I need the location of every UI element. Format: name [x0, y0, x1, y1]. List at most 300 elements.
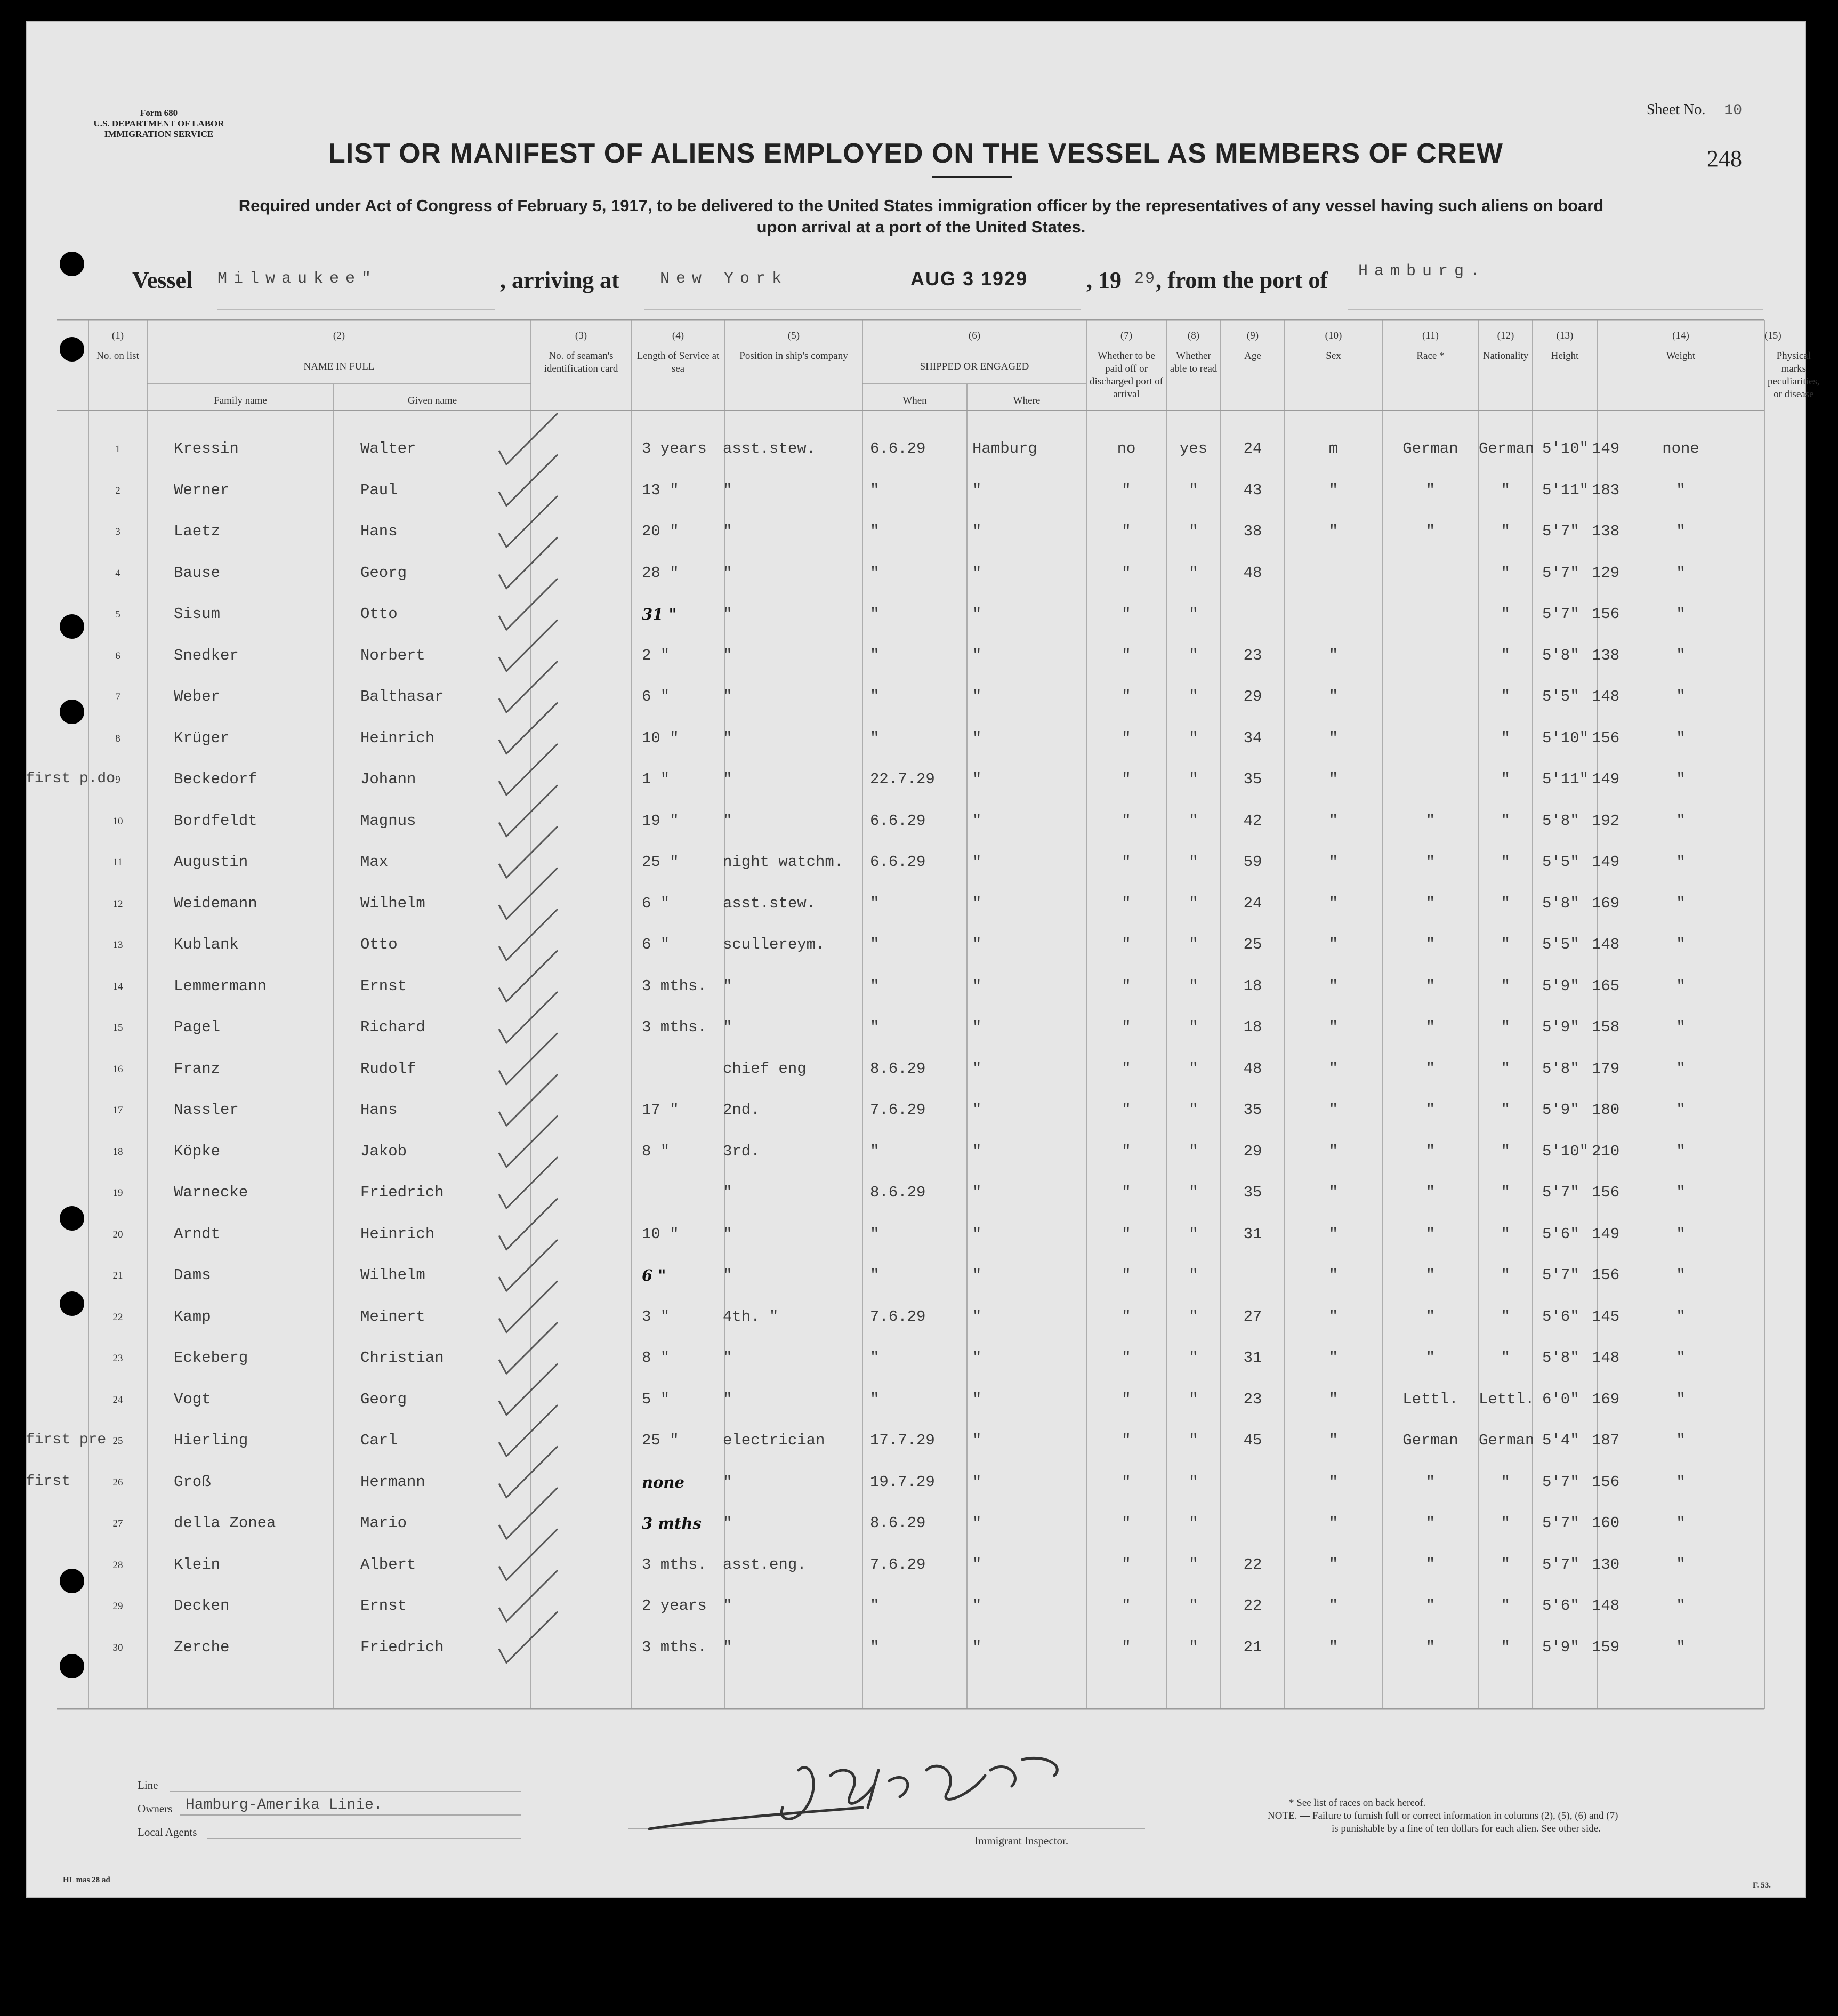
- cell-marks: ": [1676, 1184, 1686, 1201]
- cell-weight: 156: [1592, 1473, 1620, 1491]
- cell-position: ": [723, 1390, 732, 1408]
- column-number: (9): [1246, 330, 1259, 341]
- cell-sex: ": [1328, 1638, 1339, 1656]
- cell-service: 2 years: [642, 1597, 707, 1615]
- cell-service: 6 ": [642, 936, 670, 953]
- cell-family: Arndt: [174, 1225, 221, 1243]
- cell-service: 25 ": [642, 1432, 679, 1449]
- column-header: Whether to be paid off or discharged port of arrival: [1090, 350, 1163, 400]
- cell-nationality: ": [1501, 1142, 1511, 1160]
- cell-read: ": [1189, 894, 1198, 912]
- cell-where: ": [972, 729, 982, 747]
- cell-service: 5 ": [642, 1390, 670, 1408]
- cell-when: ": [870, 1266, 880, 1284]
- cell-where: ": [972, 1059, 982, 1078]
- column-header: NAME IN FULL: [303, 361, 375, 372]
- cell-paid: ": [1122, 1225, 1131, 1243]
- cell-family: Eckeberg: [174, 1349, 248, 1367]
- cell-nationality: ": [1501, 729, 1511, 747]
- cell-read: ": [1189, 564, 1198, 582]
- cell-read: ": [1189, 1101, 1198, 1119]
- cell-when: ": [870, 688, 880, 705]
- cell-race: ": [1425, 1018, 1436, 1036]
- owners-label: Owners: [138, 1802, 173, 1815]
- cell-paid: ": [1122, 1349, 1131, 1367]
- cell-read: ": [1189, 1638, 1198, 1656]
- cell-nationality: ": [1501, 853, 1511, 871]
- cell-weight: 138: [1592, 523, 1620, 540]
- cell-family: Weidemann: [174, 894, 257, 912]
- cell-paid: ": [1122, 1390, 1131, 1408]
- cell-given: Johann: [360, 770, 416, 788]
- cell-race: ": [1425, 1266, 1436, 1284]
- cell-age: 45: [1243, 1432, 1262, 1449]
- cell-given: Georg: [360, 1390, 407, 1408]
- page-number: 248: [1707, 146, 1742, 172]
- column-number: (2): [333, 330, 345, 341]
- cell-weight: 149: [1592, 440, 1620, 457]
- cell-age: 21: [1243, 1638, 1262, 1656]
- service-name: IMMIGRATION SERVICE: [104, 129, 214, 139]
- cell-service: 3 mths.: [642, 1018, 707, 1036]
- column-header: Physical marks peculiarities, or disease: [1768, 350, 1820, 400]
- cell-nationality: ": [1501, 688, 1511, 705]
- cell-where: ": [972, 894, 982, 912]
- cell-given: Georg: [360, 564, 407, 582]
- row-number: 10: [112, 815, 123, 827]
- row-number: 27: [112, 1518, 123, 1529]
- row-number: 2: [115, 485, 120, 496]
- cell-weight: 192: [1592, 812, 1620, 830]
- cell-where: ": [972, 1101, 982, 1119]
- cell-service: 10 ": [642, 729, 679, 747]
- cell-when: 19.7.29: [870, 1473, 935, 1491]
- cell-where: ": [972, 1432, 982, 1449]
- cell-family: Sisum: [174, 605, 221, 623]
- cell-weight: 187: [1592, 1432, 1620, 1449]
- cell-where: ": [972, 481, 982, 499]
- column-number: (15): [1764, 330, 1781, 341]
- cell-sex: ": [1328, 977, 1339, 995]
- cell-race: ": [1425, 1555, 1436, 1573]
- penalty-note: NOTE. — Failure to furnish full or correct information in columns (2), (5), (6) and (7): [1268, 1810, 1618, 1821]
- cell-when: 22.7.29: [870, 770, 935, 788]
- cell-marks: ": [1676, 812, 1686, 830]
- cell-weight: 148: [1592, 688, 1620, 705]
- cell-family: Decken: [174, 1597, 230, 1615]
- cell-position: ": [723, 1266, 732, 1284]
- cell-weight: 156: [1592, 605, 1620, 623]
- cell-marks: ": [1676, 1142, 1686, 1160]
- cell-nationality: ": [1501, 936, 1511, 953]
- column-number: (11): [1422, 330, 1439, 341]
- row-number: 28: [112, 1559, 123, 1571]
- row-number: 18: [112, 1146, 123, 1158]
- cell-given: Hermann: [360, 1473, 425, 1491]
- cell-when: 6.6.29: [870, 853, 926, 871]
- cell-nationality: ": [1501, 1638, 1511, 1656]
- cell-race: German: [1402, 440, 1458, 457]
- cell-read: ": [1189, 1184, 1198, 1201]
- cell-read: ": [1189, 1018, 1198, 1036]
- column-subheader: When: [902, 395, 927, 406]
- cell-where: ": [972, 770, 982, 788]
- cell-nationality: ": [1501, 977, 1511, 995]
- column-header: Nationality: [1482, 350, 1529, 362]
- cell-age: 18: [1243, 1018, 1262, 1036]
- footer-rules: [26, 21, 1806, 1898]
- row-number: 29: [112, 1601, 123, 1612]
- cell-height: 5'6": [1542, 1597, 1579, 1615]
- from-port-label: , from the port of: [1156, 267, 1328, 293]
- cell-height: 5'7": [1542, 523, 1579, 540]
- cell-family: Krüger: [174, 729, 230, 747]
- cell-where: ": [972, 1266, 982, 1284]
- cell-where: ": [972, 1142, 982, 1160]
- column-number: (6): [968, 330, 981, 341]
- cell-age: 43: [1243, 481, 1262, 499]
- cell-race: ": [1425, 1638, 1436, 1656]
- cell-family: Weber: [174, 688, 221, 705]
- cell-race: ": [1425, 1514, 1436, 1532]
- row-number: 17: [112, 1105, 123, 1116]
- cell-family: Pagel: [174, 1018, 221, 1036]
- cell-position: asst.stew.: [723, 894, 816, 912]
- cell-read: ": [1189, 605, 1198, 623]
- cell-marks: ": [1676, 1432, 1686, 1449]
- cell-where: ": [972, 688, 982, 705]
- cell-marks: ": [1676, 646, 1686, 664]
- cell-marks: ": [1676, 1101, 1686, 1119]
- cell-read: ": [1189, 1514, 1198, 1532]
- cell-marks: ": [1676, 853, 1686, 871]
- cell-given: Heinrich: [360, 729, 435, 747]
- cell-weight: 130: [1592, 1555, 1620, 1573]
- cell-age: 59: [1243, 853, 1262, 871]
- cell-sex: ": [1328, 936, 1339, 953]
- cell-marks: ": [1676, 894, 1686, 912]
- cell-age: 42: [1243, 812, 1262, 830]
- cell-paid: ": [1122, 1555, 1131, 1573]
- local-agents-label: Local Agents: [138, 1826, 197, 1838]
- cell-given: Hans: [360, 523, 398, 540]
- cell-marks: ": [1676, 1555, 1686, 1573]
- cell-height: 5'10": [1542, 729, 1589, 747]
- cell-position: 3rd.: [723, 1142, 760, 1160]
- cell-read: yes: [1179, 440, 1208, 457]
- cell-marks: ": [1676, 1018, 1686, 1036]
- cell-height: 5'8": [1542, 646, 1579, 664]
- cell-marks: ": [1676, 1059, 1686, 1078]
- cell-height: 5'11": [1542, 770, 1589, 788]
- cell-where: ": [972, 1307, 982, 1326]
- cell-sex: ": [1328, 1349, 1339, 1367]
- cell-age: 48: [1243, 1059, 1262, 1078]
- cell-position: ": [723, 1514, 732, 1532]
- cell-nationality: German: [1479, 1432, 1535, 1449]
- cell-when: 7.6.29: [870, 1307, 926, 1326]
- cell-position: electrician: [723, 1432, 825, 1449]
- cell-marks: ": [1676, 564, 1686, 582]
- cell-paid: ": [1122, 564, 1131, 582]
- cell-nationality: ": [1501, 1473, 1511, 1491]
- cell-read: ": [1189, 1059, 1198, 1078]
- cell-weight: 183: [1592, 481, 1620, 499]
- department-name: U.S. DEPARTMENT OF LABOR: [93, 118, 224, 128]
- cell-marks: ": [1676, 1307, 1686, 1326]
- row-number: 5: [115, 609, 120, 620]
- cell-nationality: ": [1501, 605, 1511, 623]
- cell-given: Jakob: [360, 1142, 407, 1160]
- cell-when: 6.6.29: [870, 812, 926, 830]
- cell-weight: 148: [1592, 1597, 1620, 1615]
- margin-note: first: [26, 1473, 71, 1490]
- row-number: 9: [115, 774, 120, 785]
- cell-read: ": [1189, 977, 1198, 995]
- cell-paid: ": [1122, 523, 1131, 540]
- cell-given: Hans: [360, 1101, 398, 1119]
- cell-position: ": [723, 1473, 732, 1491]
- cell-service: 31 ": [642, 605, 677, 623]
- cell-position: ": [723, 481, 732, 499]
- cell-race: ": [1425, 977, 1436, 995]
- cell-paid: ": [1122, 1266, 1131, 1284]
- cell-family: Lemmermann: [174, 977, 267, 995]
- cell-family: Werner: [174, 481, 230, 499]
- cell-height: 5'5": [1542, 936, 1579, 953]
- cell-marks: ": [1676, 1390, 1686, 1408]
- cell-when: 8.6.29: [870, 1184, 926, 1201]
- column-subheader: Given name: [407, 395, 457, 406]
- row-number: 7: [115, 692, 120, 703]
- cell-height: 5'4": [1542, 1432, 1579, 1449]
- cell-given: Ernst: [360, 977, 407, 995]
- cell-race: ": [1425, 523, 1436, 540]
- cell-height: 6'0": [1542, 1390, 1579, 1408]
- cell-height: 5'7": [1542, 1266, 1579, 1284]
- cell-sex: ": [1328, 894, 1339, 912]
- cell-family: Laetz: [174, 523, 221, 540]
- cell-height: 5'7": [1542, 1184, 1579, 1201]
- cell-where: ": [972, 1555, 982, 1573]
- cell-given: Heinrich: [360, 1225, 435, 1243]
- cell-weight: 156: [1592, 1184, 1620, 1201]
- cell-read: ": [1189, 1225, 1198, 1243]
- vessel-label: Vessel: [132, 267, 193, 293]
- cell-nationality: ": [1501, 564, 1511, 582]
- cell-service: 8 ": [642, 1349, 670, 1367]
- cell-sex: ": [1328, 1018, 1339, 1036]
- cell-read: ": [1189, 1349, 1198, 1367]
- row-number: 23: [112, 1353, 123, 1364]
- cell-paid: ": [1122, 1142, 1131, 1160]
- cell-nationality: ": [1501, 523, 1511, 540]
- cell-race: ": [1425, 812, 1436, 830]
- cell-weight: 180: [1592, 1101, 1620, 1119]
- row-number: 15: [112, 1022, 123, 1033]
- row-number: 21: [112, 1270, 123, 1281]
- cell-given: Christian: [360, 1349, 444, 1367]
- cell-service: 10 ": [642, 1225, 679, 1243]
- document-title: LIST OR MANIFEST OF ALIENS EMPLOYED ON THE VESSEL AS MEMBERS OF CREW: [328, 138, 1503, 169]
- column-number: (3): [575, 330, 587, 341]
- cell-weight: 165: [1592, 977, 1620, 995]
- cell-when: 8.6.29: [870, 1514, 926, 1532]
- cell-position: 2nd.: [723, 1101, 760, 1119]
- cell-given: Carl: [360, 1432, 398, 1449]
- cell-weight: 149: [1592, 1225, 1620, 1243]
- cell-when: ": [870, 1597, 880, 1615]
- cell-nationality: ": [1501, 812, 1511, 830]
- subtitle-line-1: Required under Act of Congress of February 5, 1917, to be delivered to the United States immigration officer by the representatives of any vessel having such aliens on board: [238, 196, 1604, 215]
- cell-race: ": [1425, 1101, 1436, 1119]
- cell-read: ": [1189, 1142, 1198, 1160]
- cell-marks: ": [1676, 1473, 1686, 1491]
- cell-height: 5'7": [1542, 1555, 1579, 1573]
- cell-family: Klein: [174, 1555, 221, 1573]
- cell-sex: ": [1328, 481, 1339, 499]
- column-number: (8): [1187, 330, 1200, 341]
- cell-service: 3 years: [642, 440, 707, 457]
- arrival-date-stamp: AUG 3 1929: [910, 268, 1028, 290]
- cell-service: 3 mths.: [642, 977, 707, 995]
- cell-when: ": [870, 936, 880, 953]
- row-number: 16: [112, 1063, 123, 1075]
- cell-when: ": [870, 1349, 880, 1367]
- row-number: 24: [112, 1394, 123, 1405]
- cell-position: ": [723, 646, 732, 664]
- cell-weight: 159: [1592, 1638, 1620, 1656]
- cell-position: scullereym.: [723, 936, 825, 953]
- cell-marks: ": [1676, 977, 1686, 995]
- cell-paid: ": [1122, 936, 1131, 953]
- cell-read: ": [1189, 1390, 1198, 1408]
- row-number: 8: [115, 733, 120, 744]
- cell-nationality: Lettl.: [1479, 1390, 1535, 1408]
- cell-paid: ": [1122, 1473, 1131, 1491]
- cell-given: Otto: [360, 936, 398, 953]
- cell-when: ": [870, 1225, 880, 1243]
- cell-given: Magnus: [360, 812, 416, 830]
- cell-given: Wilhelm: [360, 1266, 425, 1284]
- cell-weight: 169: [1592, 1390, 1620, 1408]
- cell-position: ": [723, 1349, 732, 1367]
- penalty-note-cont: is punishable by a fine of ten dollars for each alien. See other side.: [1332, 1823, 1601, 1834]
- cell-age: 24: [1243, 894, 1262, 912]
- cell-race: ": [1425, 894, 1436, 912]
- cell-nationality: ": [1501, 1555, 1511, 1573]
- cell-marks: none: [1662, 440, 1699, 457]
- cell-read: ": [1189, 1307, 1198, 1326]
- row-number: 30: [112, 1642, 123, 1653]
- cell-position: ": [723, 770, 732, 788]
- cell-read: ": [1189, 1473, 1198, 1491]
- cell-when: 7.6.29: [870, 1555, 926, 1573]
- cell-read: ": [1189, 523, 1198, 540]
- sheet-number: 10: [1724, 102, 1742, 119]
- subtitle-line-2: upon arrival at a port of the United States.: [756, 218, 1086, 236]
- cell-weight: 145: [1592, 1307, 1620, 1326]
- cell-nationality: ": [1501, 1349, 1511, 1367]
- cell-marks: ": [1676, 1597, 1686, 1615]
- cell-marks: ": [1676, 1225, 1686, 1243]
- cell-height: 5'8": [1542, 1059, 1579, 1078]
- cell-sex: ": [1328, 1555, 1339, 1573]
- cell-marks: ": [1676, 605, 1686, 623]
- cell-age: 18: [1243, 977, 1262, 995]
- cell-position: chief eng: [723, 1059, 807, 1078]
- cell-when: ": [870, 977, 880, 995]
- cell-where: ": [972, 1225, 982, 1243]
- cell-marks: ": [1676, 1266, 1686, 1284]
- cell-weight: 160: [1592, 1514, 1620, 1532]
- cell-family: Zerche: [174, 1638, 230, 1656]
- column-header: No. of seaman's identification card: [544, 350, 618, 374]
- cell-marks: ": [1676, 481, 1686, 499]
- cell-race: ": [1425, 1142, 1436, 1160]
- cell-nationality: ": [1501, 770, 1511, 788]
- cell-given: Mario: [360, 1514, 407, 1532]
- cell-service: 3 mths: [642, 1514, 702, 1532]
- cell-service: 1 ": [642, 770, 670, 788]
- cell-weight: 148: [1592, 936, 1620, 953]
- cell-when: ": [870, 1142, 880, 1160]
- cell-when: 6.6.29: [870, 440, 926, 457]
- cell-height: 5'10": [1542, 440, 1589, 457]
- cell-read: ": [1189, 481, 1198, 499]
- cell-position: 4th. ": [723, 1307, 779, 1326]
- cell-where: ": [972, 1390, 982, 1408]
- cell-paid: ": [1122, 605, 1131, 623]
- cell-sex: ": [1328, 812, 1339, 830]
- cell-marks: ": [1676, 729, 1686, 747]
- cell-when: ": [870, 1390, 880, 1408]
- cell-position: ": [723, 1597, 732, 1615]
- cell-when: 17.7.29: [870, 1432, 935, 1449]
- cell-paid: ": [1122, 1638, 1131, 1656]
- cell-height: 5'10": [1542, 1142, 1589, 1160]
- cell-when: ": [870, 1638, 880, 1656]
- cell-nationality: ": [1501, 1514, 1511, 1532]
- cell-weight: 179: [1592, 1059, 1620, 1078]
- cell-age: 22: [1243, 1597, 1262, 1615]
- cell-read: ": [1189, 1597, 1198, 1615]
- cell-position: asst.eng.: [723, 1555, 807, 1573]
- cell-marks: ": [1676, 936, 1686, 953]
- cell-sex: ": [1328, 688, 1339, 705]
- cell-height: 5'9": [1542, 977, 1579, 995]
- cell-marks: ": [1676, 770, 1686, 788]
- cell-race: German: [1402, 1432, 1458, 1449]
- cell-where: ": [972, 564, 982, 582]
- cell-given: Wilhelm: [360, 894, 425, 912]
- cell-family: Kamp: [174, 1307, 211, 1326]
- cell-given: Paul: [360, 481, 398, 499]
- cell-sex: ": [1328, 853, 1339, 871]
- cell-age: 23: [1243, 646, 1262, 664]
- cell-paid: ": [1122, 894, 1131, 912]
- cell-sex: ": [1328, 1514, 1339, 1532]
- cell-height: 5'8": [1542, 812, 1579, 830]
- cell-age: 27: [1243, 1307, 1262, 1326]
- cell-family: della Zonea: [174, 1514, 276, 1532]
- cell-family: Kressin: [174, 440, 239, 457]
- cell-where: ": [972, 646, 982, 664]
- cell-family: Dams: [174, 1266, 211, 1284]
- cell-position: ": [723, 564, 732, 582]
- cell-marks: ": [1676, 1349, 1686, 1367]
- cell-height: 5'5": [1542, 688, 1579, 705]
